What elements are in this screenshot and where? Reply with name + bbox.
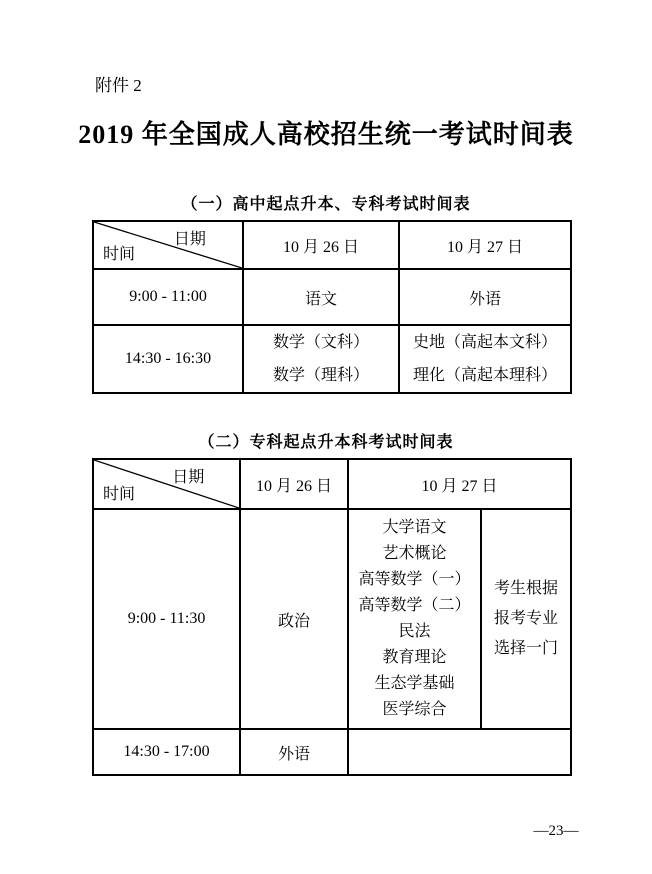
subject-option: 艺术概论 (382, 545, 447, 562)
table1-subject-oct26-morning: 语文 (243, 269, 399, 325)
corner-date-label: 日期 (172, 469, 205, 486)
subject-line: 史地（高起本文科） (412, 334, 557, 351)
table1-caption: （一）高中起点升本、专科考试时间表 (181, 196, 471, 213)
exam-schedule-table-1 (92, 220, 572, 394)
subject-line: 数学（理科） (272, 367, 369, 384)
page-number: —23— (533, 823, 579, 839)
document-title: 2019 年全国成人高校招生统一考试时间表 (78, 120, 574, 149)
table2-corner-cell (93, 459, 240, 509)
table1-date-header-oct26: 10 月 26 日 (243, 221, 399, 269)
subject-option: 大学语文 (382, 519, 447, 536)
table2-time-afternoon: 14:30 - 17:00 (93, 729, 240, 775)
table2-selection-note (481, 509, 571, 729)
table2-subject-options-oct27 (348, 509, 481, 729)
table1-date-header-oct27: 10 月 27 日 (399, 221, 571, 269)
table1-header-row (93, 221, 571, 269)
table1-corner-cell (93, 221, 243, 269)
subject-option: 高等数学（二） (358, 597, 471, 614)
table2-time-morning: 9:00 - 11:30 (93, 509, 240, 729)
subject-line: 数学（文科） (272, 334, 369, 351)
subject-option: 生态学基础 (374, 675, 455, 692)
corner-time-label: 时间 (103, 246, 136, 263)
table1-time-afternoon: 14:30 - 16:30 (93, 325, 243, 393)
table2-date-header-oct26: 10 月 26 日 (240, 459, 348, 509)
table1-subject-oct27-morning: 外语 (399, 269, 571, 325)
table2-date-header-oct27: 10 月 27 日 (348, 459, 571, 509)
note-line: 报考专业 (493, 610, 558, 627)
table1-row-afternoon (93, 325, 571, 393)
subject-option: 高等数学（一） (358, 571, 471, 588)
table2-caption: （二）专科起点升本科考试时间表 (198, 434, 454, 451)
attachment-label: 附件 2 (95, 76, 142, 95)
subject-line: 理化（高起本理科） (412, 367, 557, 384)
table1-row-morning (93, 269, 571, 325)
table1-time-morning: 9:00 - 11:00 (93, 269, 243, 325)
table2-row-morning (93, 509, 571, 729)
subject-option: 教育理论 (382, 649, 447, 666)
corner-date-label: 日期 (173, 231, 206, 248)
table2-subject-oct26-morning: 政治 (240, 509, 348, 729)
table2-row-afternoon (93, 729, 571, 775)
subject-option: 民法 (398, 623, 431, 640)
table2-header-row (93, 459, 571, 509)
exam-schedule-table-2 (92, 458, 572, 776)
subject-option: 医学综合 (382, 701, 447, 718)
table2-empty-cell (348, 729, 571, 775)
corner-time-label: 时间 (103, 486, 136, 503)
note-line: 考生根据 (493, 580, 558, 597)
note-line: 选择一门 (493, 640, 558, 657)
table2-subject-oct26-afternoon: 外语 (240, 729, 348, 775)
table1-subject-oct26-afternoon (243, 325, 399, 393)
table1-subject-oct27-afternoon (399, 325, 571, 393)
